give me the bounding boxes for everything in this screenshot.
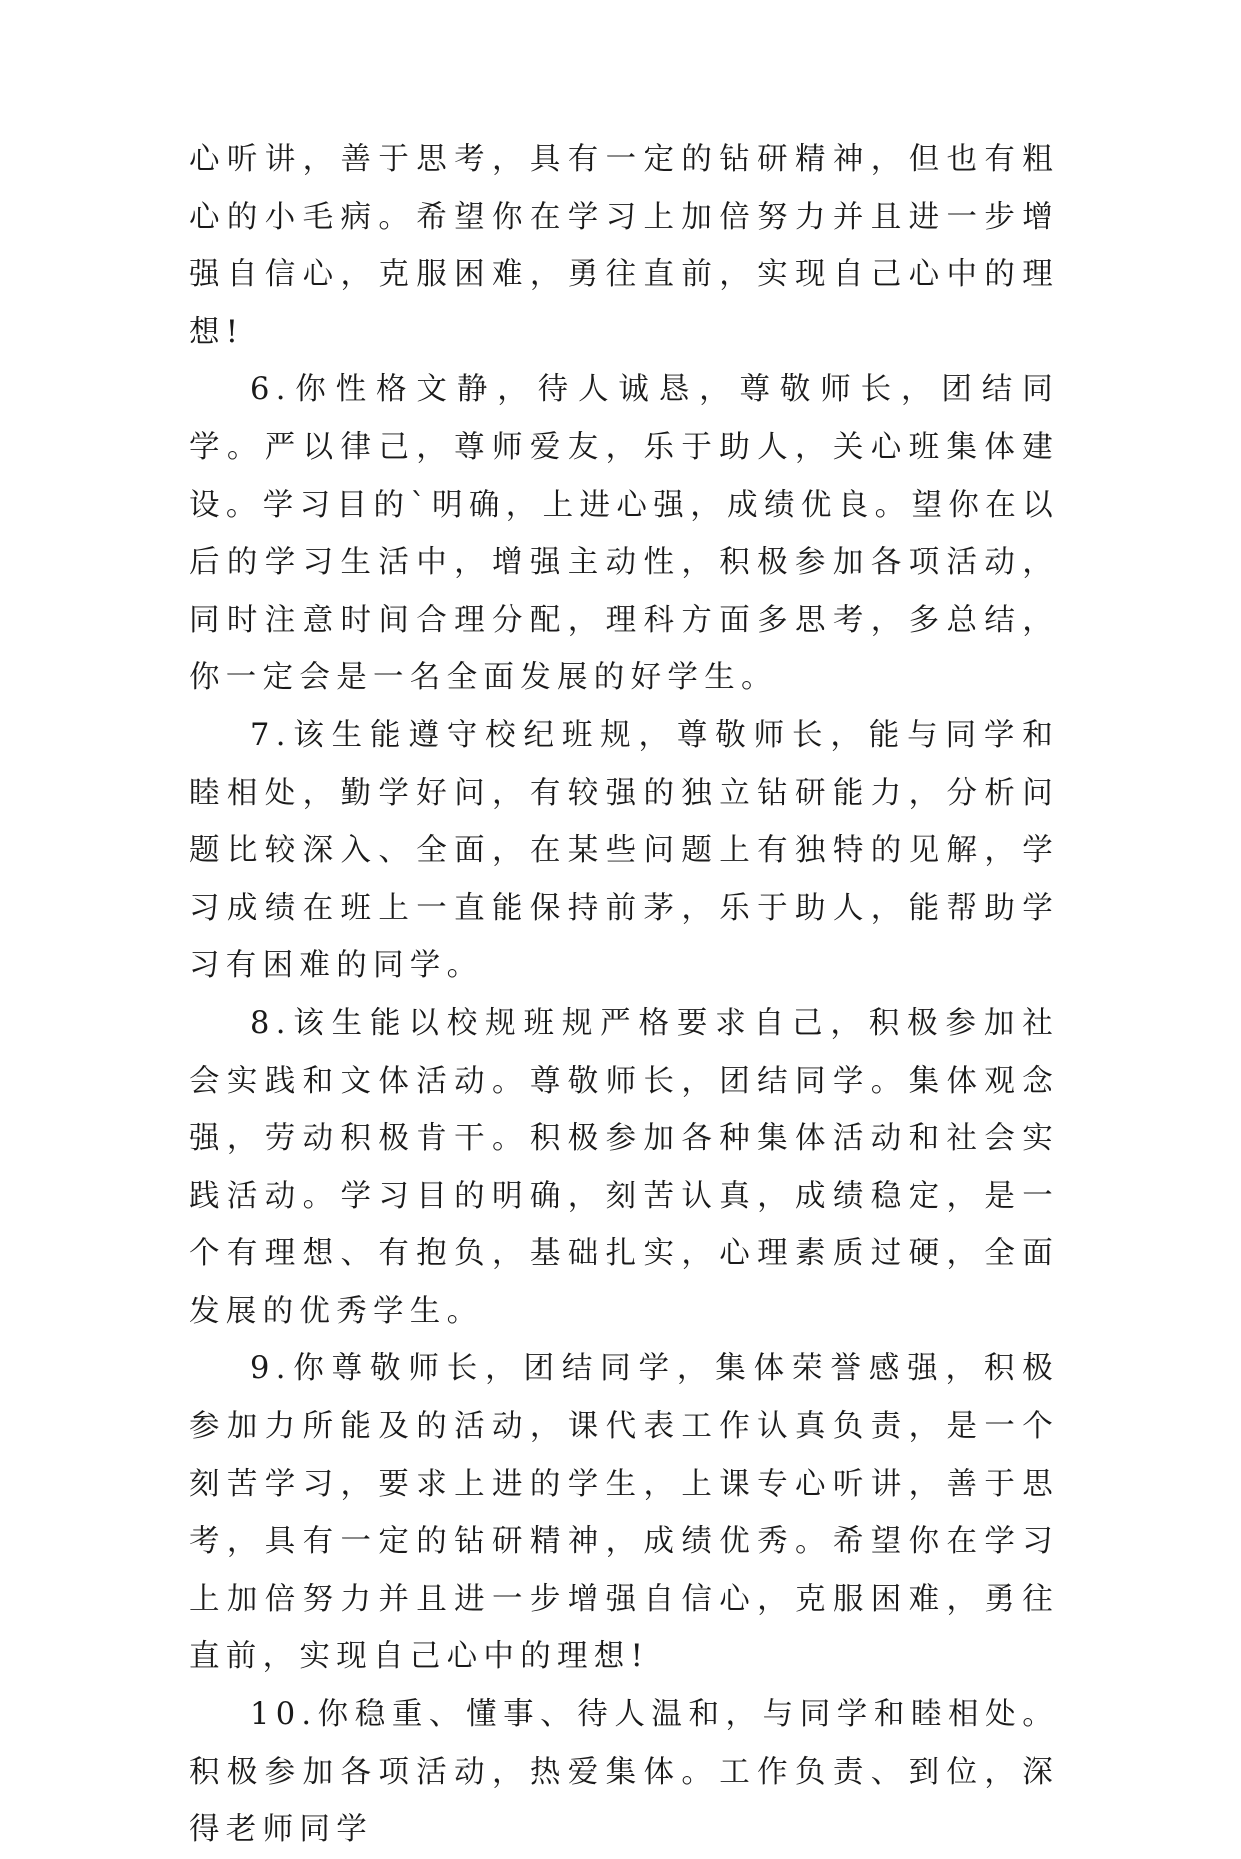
paragraph-item-10: 10.你稳重、懂事、待人温和，与同学和睦相处。积极参加各项活动，热爱集体。工作负责、到位，深得老师同学 [189,1697,1059,1848]
paragraph-item-9: 9.你尊敬师长，团结同学，集体荣誉感强，积极参加力所能及的活动，课代表工作认真负责，是一个刻苦学习，要求上进的学生，上课专心听讲，善于思考，具有一定的钻研精神，成绩优秀。希望你在学习上加倍努力并且进一步增强自信心，克服困难，勇往直前，实现自己心中的理想! [189,1351,1059,1675]
paragraph-item-6: 6.你性格文静，待人诚恳，尊敬师长，团结同学。严以律己，尊师爱友，乐于助人，关心班集体建设。学习目的`明确，上进心强，成绩优良。望你在以后的学习生活中，增强主动性，积极参加各项活动，同时注意时间合理分配，理科方面多思考，多总结，你一定会是一名全面发展的好学生。 [189,372,1059,696]
paragraph-item-7: 7.该生能遵守校纪班规，尊敬师长，能与同学和睦相处，勤学好问，有较强的独立钻研能力，分析问题比较深入、全面，在某些问题上有独特的见解，学习成绩在班上一直能保持前茅，乐于助人，能帮助学习有困难的同学。 [189,717,1059,984]
document-body [189,131,1059,1859]
paragraph-continued: 心听讲，善于思考，具有一定的钻研精神，但也有粗心的小毛病。希望你在学习上加倍努力并且进一步增强自信心，克服困难，勇往直前，实现自己心中的理想! [189,142,1059,350]
paragraph-item-8: 8.该生能以校规班规严格要求自己，积极参加社会实践和文体活动。尊敬师长，团结同学。集体观念强，劳动积极肯干。积极参加各种集体活动和社会实践活动。学习目的明确，刻苦认真，成绩稳定，是一个有理想、有抱负，基础扎实，心理素质过硬，全面发展的优秀学生。 [189,1005,1059,1329]
